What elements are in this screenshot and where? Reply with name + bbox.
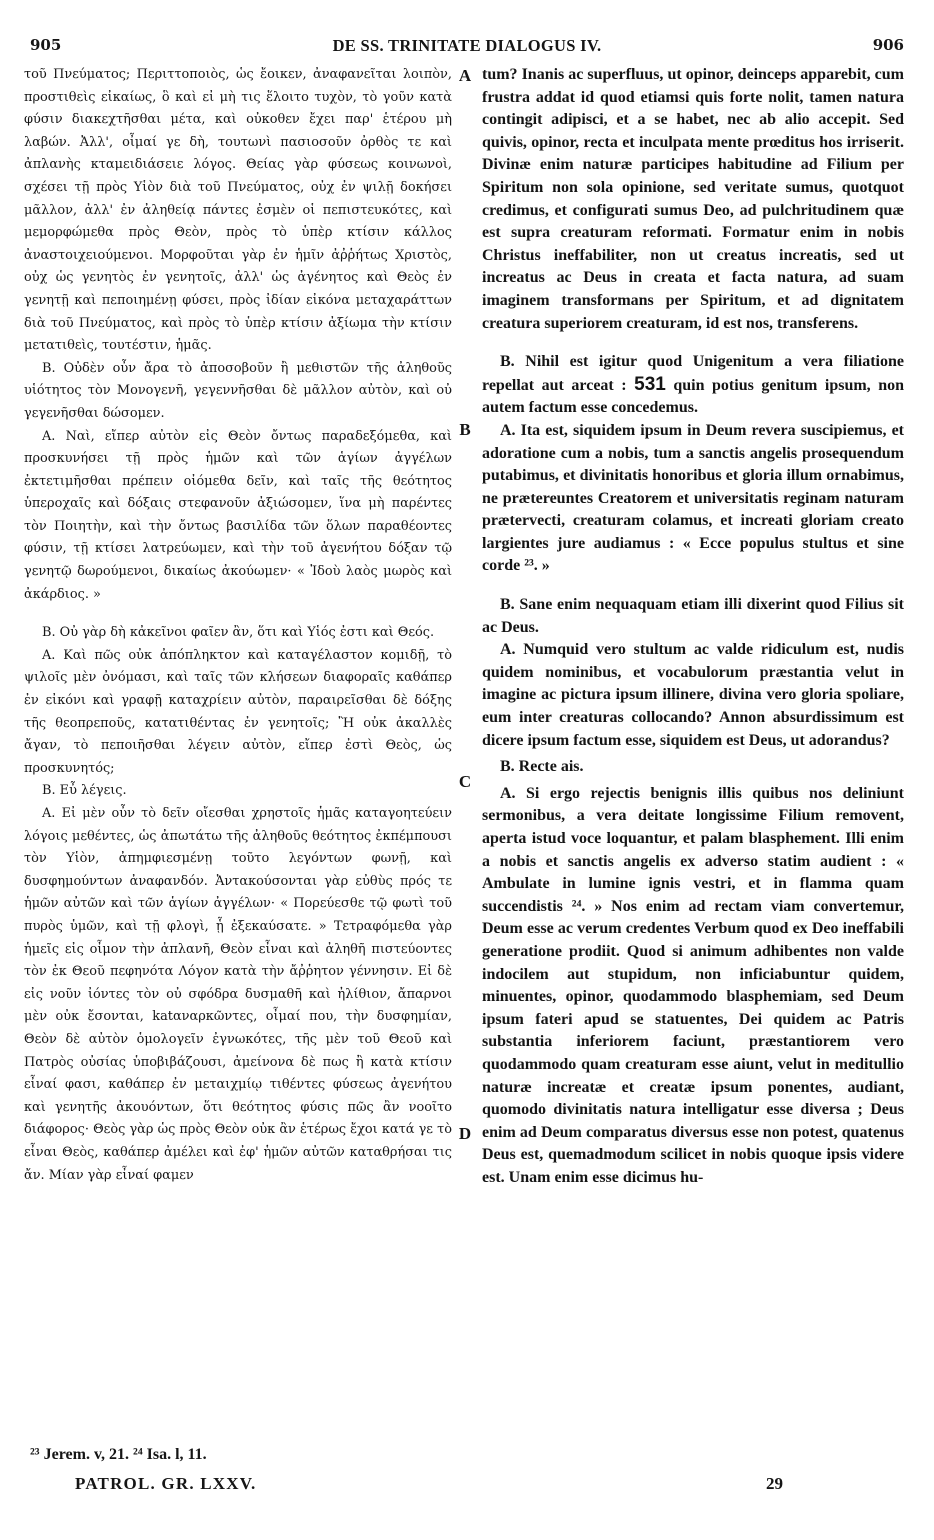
- running-header: [30, 36, 904, 64]
- footnotes: ²³ Jerem. v, 21. ²⁴ Isa. l, 11.: [30, 1446, 207, 1463]
- greek-paragraph: τοῦ Πνεύματος; Περιττοποιὸς, ὡς ἔοικεν, ἀναφανεῖται λοιπὸν, προστιθεὶς εἰκαίως, ὃ καὶ εἰ μὴ τις ἕλοιτο τυχὸν, τὸ γοῦν κατὰ φύσιν διακεχτῆσθαι μέτα, καὶ οὐκοθεν ἔχει παρ' ἑτέρου μὴ λαβών. Ἀλλ', οἶμαί γε δὴ, τουτωνὶ πασιοσοῦν ὀρθὸς τε καὶ ἀπλανὴς κταμειδιάσειε λόγος. Θείας γὰρ φύσεως κοινωνοὶ, σχέσει τῇ πρὸς Υἱὸν διὰ τοῦ Πνεύματος, οὐχ ἐν ψιλῇ δοκήσει μᾶλλον, ἀλλ' ἐν ἀληθείᾳ πάντες ἐσμὲν οἱ πεπιστευκότες, καὶ μεμορφώμεθα πρὸς Θεὸν, πρὸς τὸ ὑπὲρ κτίσιν κάλλος ἀναστοιχειούμενοι. Μορφοῦται γὰρ ἐν ἡμῖν ἀῤῥήτως Χριστὸς, οὐχ ὡς γενητὸς ἐν γενητοῖς, ἀλλ' ὡς ἀγένητος καὶ Θεὸς ἐν γενητῇ καὶ πεποιημένῃ φύσει, πρὸς ἰδίαν εἰκόνα μεταχαράττων διὰ τοῦ Πνεύματος, καὶ πρὸς τὸ ὑπὲρ κτίσιν ἀξίωμα τὴν κτίσιν μετατιθεὶς, τουτέστιν, ἡμᾶς.: [24, 67, 452, 354]
- page-footer: [30, 1474, 904, 1500]
- left-page-number: 905: [30, 36, 62, 54]
- section-marker-a: A: [458, 66, 472, 85]
- section-marker-b: B: [459, 420, 471, 439]
- latin-paragraph: B. Sane enim nequaquam etiam illi dixerint quod Filius sit ac Deus.: [482, 596, 904, 636]
- section-marker-c: C: [458, 772, 472, 791]
- latin-paragraph: A. Numquid vero stultum ac valde ridiculum est, nudis quidem nominibus, et vocabulorum præstantia velut in imagine ac pictura ipsum illinere, divina vero gloria spoliare, eum inter creaturas collocando? Annon absurdissimum est dicere ipsum factum esse, siquidem est Deus, ut adorandus?: [482, 641, 904, 749]
- latin-paragraph: tum? Inanis ac superfluus, ut opinor, deinceps apparebit, cum frustra addat id quod etiamsi quis forte nolit, tamen natura contingit adipisci, et a se habet, nec ab alio accepit. Sed quivis, opinor, recta et inculpata mente prœditus hos irriserit. Divinæ enim naturæ participes habitudine ad Filium per Spiritum non sola opinione, sed veritate sumus, quotquot credimus, et configurati sumus Deo, ad pulchritudinem quæ est supra creaturam reformati. Formatur enim in nobis Christus ineffabiliter, non ut creatus increatis, sed ut increatus ac Deus in creata et facta natura, ad suam imaginem transformans per Spiritum, et ad dignitatem creatura superiorem creaturam, id est nos, transferens.: [482, 66, 904, 332]
- greek-paragraph: B. Οὐ γὰρ δὴ κἀκεῖνοι φαῖεν ἂν, ὅτι καὶ Υἱός ἐστι καὶ Θεός.: [42, 625, 435, 641]
- latin-column: [482, 64, 904, 1190]
- latin-paragraph: A. Ita est, siquidem ipsum in Deum revera suscipiemus, et adoratione cum a nobis, tum a sanctis angelis prosequendum putabimus, et divinitatis honoribus et gloria illum ornabimus, ne prætereuntes Creatorem et universitatis reginam naturam prætervecti, creaturam colamus, et increati gloriam creato largientes jure audiamus : « Ecce populus stultus et sine corde ²³. »: [482, 421, 904, 575]
- greek-paragraph: A. Ναὶ, εἴπερ αὐτὸν εἰς Θεὸν ὄντως παραδεξόμεθα, καὶ προσκυνήσει τῇ πρὸς ἡμῶν καὶ τῶν ἁγίων ἀγγέλων ἐκτετιμῆσθαι πρέπειν οἰόμεθα δεῖν, καὶ ταῖς τῆς θεότητος ὑπεροχαῖς καὶ δόξαις στεφανοῦν ἀξιώσομεν, ἵνα μὴ παρέντες τὸν Ποιητὴν, καὶ τὴν ὄντως βασιλίδα τῶν ὅλων παραθέοντες φύσιν, τῇ κτίσει λατρεύωμεν, καὶ τὴν τοῦ ἀγενήτου δόξαν τῷ γενητῷ δωρούμενοι, δικαίως ἀκούωμεν· « Ἰδοὺ λαὸς μωρὸς καὶ ἀκάρδιος. »: [24, 428, 452, 602]
- section-marker-d: D: [458, 1124, 472, 1143]
- right-page-number: 906: [872, 36, 904, 54]
- greek-paragraph: A. Καὶ πῶς οὐκ ἀπόπληκτον καὶ καταγέλαστον κομιδῇ, τὸ ψιλοῖς μὲν ὀνόμασι, καὶ ταῖς τῶν κλήσεων διαφοραῖς καθάπερ ἐν εἰκόνι καὶ γραφῇ καταχρίειν αὐτὸν, παραιρεῖσθαι δὲ δόξης τῆς θεοπρεποῦς, κατατιθέντας ἐν γενητοῖς; Ἢ οὐκ ἀκαλλὲς ἄγαν, τὸ πεποιῆσθαι λέγειν αὐτὸν, εἴπερ ἐστὶ Θεὸς, ὡς προσκυνητός;: [24, 647, 452, 776]
- latin-paragraph: B. Recte ais.: [500, 758, 584, 776]
- latin-paragraph: [482, 351, 904, 420]
- series-signature: PATROL. GR. LXXV.: [75, 1474, 257, 1493]
- signature-page-number: 29: [766, 1474, 783, 1493]
- greek-paragraph: A. Εἰ μὲν οὖν τὸ δεῖν οἴεσθαι χρηστοῖς ἡμᾶς καταγοητεύειν λόγοις μεθέντες, ὡς ἀπωτάτω τῆς ἀληθοῦς θεότητος ἐκπέμπουσι τὸν Υἱὸν, ἀπημφιεσμένῃ τοῦτο λεγόντων φωνῇ, καὶ δυσφημούντων ἀναφανδόν. Ἀντακούσονται γὰρ εὐθὺς πρός τε ἡμῶν αὐτῶν καὶ τῶν ἁγίων ἀγγέλων· « Πορεύεσθε τῷ φωτὶ τοῦ πυρὸς ὑμῶν, καὶ τῇ φλογὶ, ᾗ ἐξεκαύσατε. » Τετραφόμεθα γὰρ ἡμεῖς εἰς οἶμον τὴν ἀπλανῆ, Θεὸν εἶναι καὶ ἀληθῆ πιστεύοντες τὸν ἐκ Θεοῦ πεφηνότα Λόγον κατὰ τὴν ἄῤῥητον γέννησιν. Εἰ δὲ εἰς νοῦν ἰόντες τὸν οὐ σφόδρα δυσμαθῆ καὶ ἠλίθιον, ἄπαρνοι μὲν οὐκ ἔσονται, katαναρκῶντες, οἶμαί που, τὴν δυσφημίαν, Θεὸν δὲ αὐτὸν ὁμολογεῖν ἐγνωκότες, τῆς μὲν τοῦ Θεοῦ καὶ Πατρὸς οὐσίας ὑποβιβάζουσι, ἀμείνονα δὲ πως ἢ κατὰ κτίσιν εἶναί φασι, καθάπερ ἐν μεταιχμίῳ τιθέντες φύσεως ἀγενήτου καὶ γενητῆς ἀκουόντων, ὅτι θεότητος φύσις πῶς ἂν νοοῖτο διάφορος· Θεὸς γὰρ ὡς πρὸς Θεὸν οὐκ ἂν ἑτέρως ἔχοι κατά γε τὸ εἶναι Θεὸς, καθάπερ ἀμέλει καὶ ἐφ' ἡμῶν αὐτῶν καταθρήσαι τις ἄν. Μίαν γὰρ εἶναί φαμεν: [24, 806, 452, 1183]
- greek-paragraph: B. Εὖ λέγεις.: [42, 783, 127, 799]
- greek-column: [24, 64, 452, 1187]
- greek-paragraph: B. Οὐδὲν οὖν ἄρα τὸ ἀποσοβοῦν ἢ μεθιστῶν τῆς ἀληθοῦς υἱότητος τὸν Μονογενῆ, γεγεννῆσθαι δὲ μᾶλλον αὐτὸν, καὶ οὐ γεγενῆσθαι δώσομεν.: [24, 360, 452, 421]
- column-number: 531: [634, 373, 666, 395]
- latin-text: B. Nihil est igitur quod Unigenitum a vera filiatione repellat aut arceat :: [482, 353, 904, 394]
- latin-paragraph: A. Si ergo rejectis benignis illis quibus nos deliniunt sermonibus, a vera deitate longissime Filium removent, aperta istud voce loquantur, et palam blasphement. Illi enim a nobis et sanctis angelis ex adverso statim audient : « Ambulate in lumine ignis vestri, et in flamma quam succendistis ²⁴. » Nos enim ad rectam viam convertemur, Deum esse ac verum credentes Verbum quod ex Deo ineffabili generatione prodiit. Quod si animum adhibentes non valde indocilem aut stupidum, non inficiabuntur quidem, minuentes, opinor, quodammodo blasphemiam, sed Deum ipsum fateri apud se statuentes, Dei quidem ac Patris substantia inferiorem faciunt, præstantiorem vero quodammodo quam creaturam esse aiunt, velut in meditullio naturæ increatæ et creatæ ipsum ponentes, audiant, quomodo divinitatis natura intelligatur esse diversa ; Deus enim ad Deum comparatus diversus esse non potest, quatenus Deus est, quemadmodum scilicet in nobis quoque ipsis videre est. Unam enim esse dicimus hu-: [482, 784, 904, 1186]
- running-title: DE SS. TRINITATE DIALOGUS IV.: [332, 36, 602, 55]
- latin-text: quin potius genitum ipsum, non autem factum esse concedemus.: [482, 376, 905, 417]
